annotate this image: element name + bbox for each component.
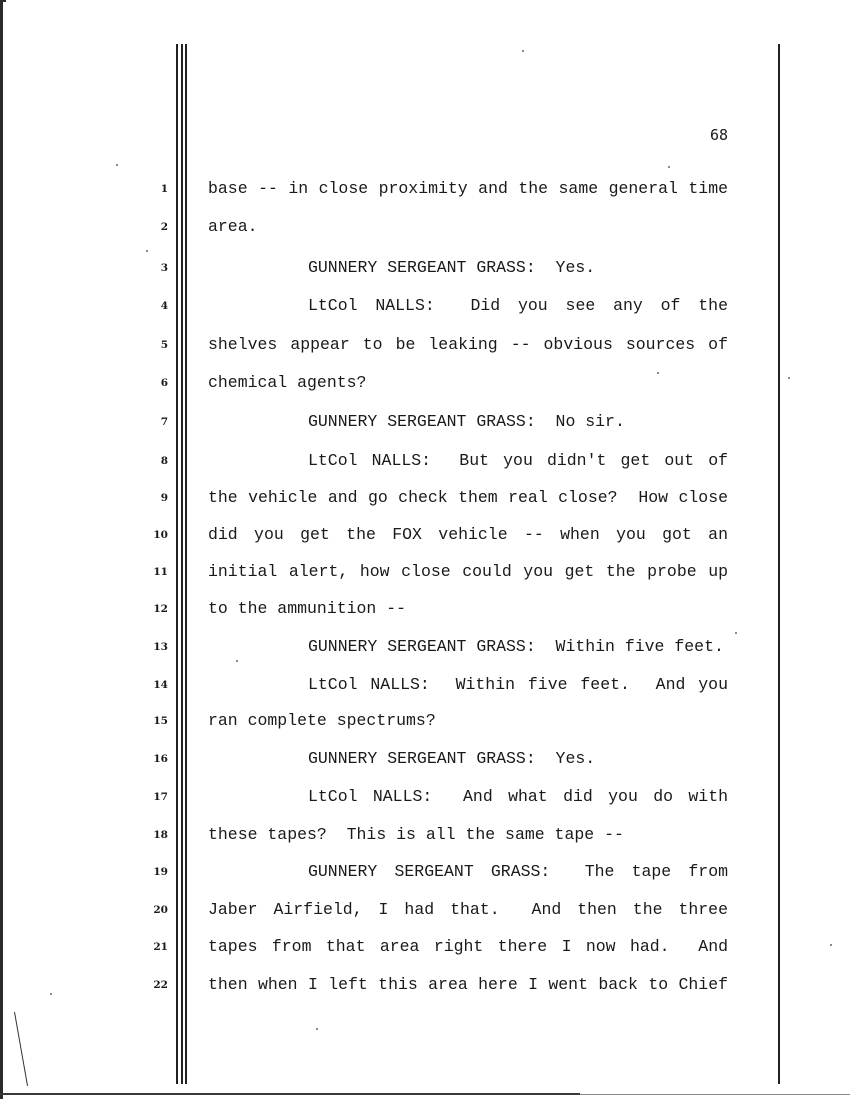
scan-edge-left xyxy=(0,0,3,1099)
line-number: 19 xyxy=(153,866,168,878)
transcript-line: GUNNERY SERGEANT GRASS: No sir. xyxy=(308,412,625,431)
page-number: 68 xyxy=(709,126,728,144)
transcript-line: the vehicle and go check them real close? How close xyxy=(208,488,728,507)
line-number: 1 xyxy=(160,183,168,195)
transcript-line: GUNNERY SERGEANT GRASS: Within five feet. xyxy=(308,637,724,656)
scan-speck xyxy=(116,164,118,166)
line-number: 17 xyxy=(153,791,168,803)
transcript-line: area. xyxy=(208,217,258,236)
transcript-line: tapes from that area right there I now had. And xyxy=(208,937,728,956)
line-number: 12 xyxy=(153,603,168,615)
line-number: 10 xyxy=(153,529,168,541)
margin-rule-right xyxy=(778,44,780,1084)
transcript-line: LtCol NALLS: Within five feet. And you xyxy=(308,675,728,694)
transcript-line: then when I left this area here I went back to Chief xyxy=(208,975,728,994)
transcript-line: LtCol NALLS: But you didn't get out of xyxy=(308,451,728,470)
scan-speck xyxy=(830,944,832,946)
transcript-line: GUNNERY SERGEANT GRASS: The tape from xyxy=(308,862,728,881)
line-number: 14 xyxy=(153,679,168,691)
transcript-line: Jaber Airfield, I had that. And then the three xyxy=(208,900,728,919)
transcript-line: ran complete spectrums? xyxy=(208,711,436,730)
line-number: 5 xyxy=(160,339,168,351)
line-number: 13 xyxy=(153,641,168,653)
transcript-line: did you get the FOX vehicle -- when you got an xyxy=(208,525,728,544)
transcript-line: base -- in close proximity and the same general time xyxy=(208,179,728,198)
transcript-line: GUNNERY SERGEANT GRASS: Yes. xyxy=(308,749,596,768)
line-number: 18 xyxy=(153,829,168,841)
line-number: 21 xyxy=(153,941,168,953)
line-number: 7 xyxy=(160,416,168,428)
line-number: 2 xyxy=(160,221,168,233)
line-number: 20 xyxy=(153,904,168,916)
transcript-line: chemical agents? xyxy=(208,373,367,392)
scan-speck xyxy=(668,166,670,168)
scan-speck xyxy=(50,993,52,995)
scan-speck xyxy=(788,377,790,379)
scan-speck xyxy=(146,250,148,252)
scan-speck xyxy=(236,660,238,662)
transcript-line: to the ammunition -- xyxy=(208,599,407,618)
line-number: 6 xyxy=(160,377,168,389)
line-number: 8 xyxy=(160,455,168,467)
line-number: 9 xyxy=(160,492,168,504)
margin-rule-middle xyxy=(181,44,183,1084)
line-number: 16 xyxy=(153,753,168,765)
transcript-line: these tapes? This is all the same tape -- xyxy=(208,825,624,844)
line-number: 22 xyxy=(153,979,168,991)
transcript-line: GUNNERY SERGEANT GRASS: Yes. xyxy=(308,258,596,277)
transcript-line: LtCol NALLS: Did you see any of the xyxy=(308,296,728,315)
transcript-line: LtCol NALLS: And what did you do with xyxy=(308,787,728,806)
scan-edge-bottom-faint xyxy=(580,1094,850,1095)
scan-speck xyxy=(316,1028,318,1030)
line-number: 11 xyxy=(153,566,168,578)
line-number: 15 xyxy=(153,715,168,727)
transcript-line: initial alert, how close could you get the probe up xyxy=(208,562,728,581)
scan-edge-top xyxy=(0,0,6,2)
scan-speck xyxy=(522,50,524,52)
scan-scratch-mark xyxy=(14,1012,28,1086)
margin-rule-outer xyxy=(176,44,178,1084)
scan-speck xyxy=(735,632,737,634)
line-number: 4 xyxy=(160,300,168,312)
scan-edge-bottom xyxy=(0,1093,580,1095)
transcript-line: shelves appear to be leaking -- obvious sources of xyxy=(208,335,728,354)
margin-rule-inner xyxy=(185,44,187,1084)
line-number: 3 xyxy=(160,262,168,274)
